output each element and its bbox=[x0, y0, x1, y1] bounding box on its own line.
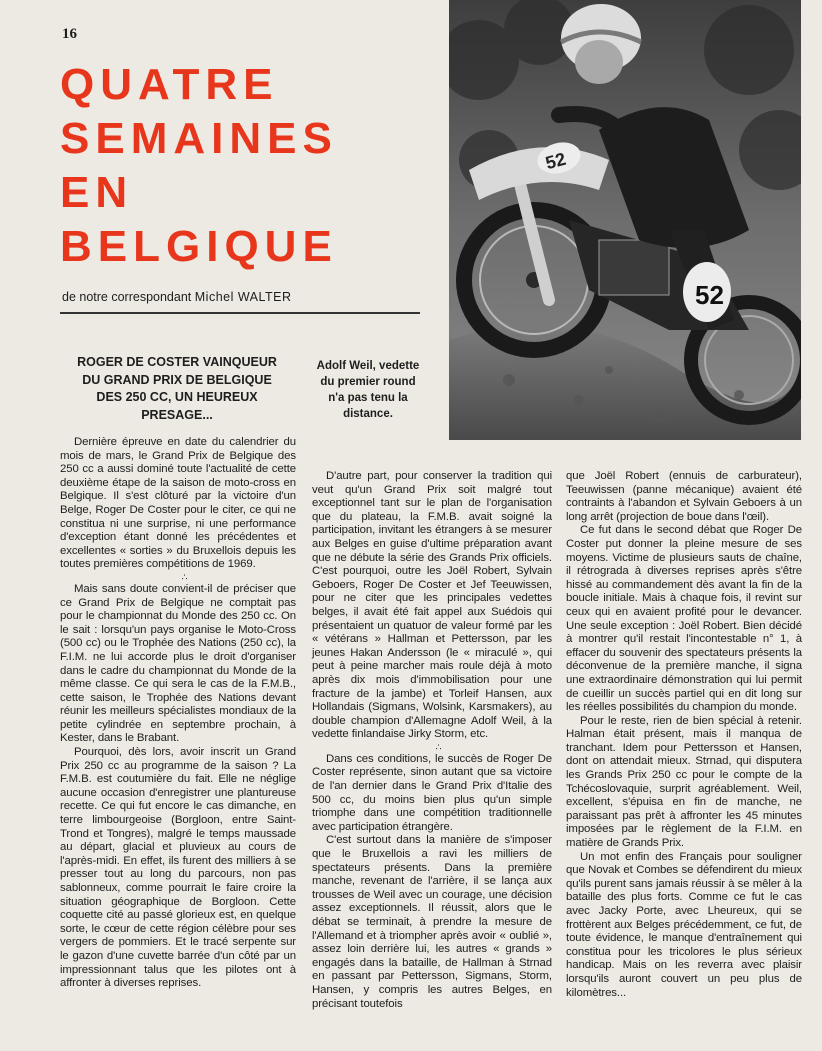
motocross-rider-illustration bbox=[449, 0, 801, 440]
paragraph: C'est surtout dans la manière de s'imposer que le Bruxellois a ravi les milliers de spectateurs présents. Dans la première manche, revenant de l'arrière, il se lança aux trousses de Weil avec un courage, une décision assez exceptionnels. Il réussit, alors que le débat se terminait, à prendre la mesure de l'Allemand et à triompher après avoir « oublié », assez loin derrière lui, les autres « grands » engagés dans la bataille, de Hallman à Strnad en passant par Pettersson, Sigmans, Storm, Hansen, y compris les autres Belges, en précisant toutefois bbox=[312, 834, 552, 1010]
paragraph: Pour le reste, rien de bien spécial à retenir. Halman était présent, mais il manqua de tranchant. Idem pour Pettersson et Hansen, dont on attendait mieux. Strnad, qui disputera les Grands Prix 250 cc pour le compte de la Tchécoslovaquie, surprit agréablement. Weil, excellent, s'épuisa en fin de manche, ne paraissant pas prêt à affronter les 45 minutes imposées par le règlement de la F.I.M. en matière de Grands Prix. bbox=[566, 714, 802, 850]
photo-caption: Adolf Weil, vedette du premier round n'a pas tenu la distance. bbox=[316, 360, 420, 420]
paragraph: Ce fut dans le second débat que Roger De Coster put donner la pleine mesure de ses moyens. Victime de plusieurs sauts de chaîne, il rétrograda à diverses reprises après s'être hissé au commandement dès avant la fin de la boucle initiale. Mais à chaque fois, il revint sur ceux qui en avaient profité pour le devancer. Une seule exception : Joël Robert. Bien décidé à montrer qu'il restait l'incontestable n° 1, à effacer du souvenir des spectateurs présents la déconvenue de la première manche, il signa une extraordinaire démonstration qui lui permit de cueillir un succès partiel qui en dit long sur les réelles possibilités du champion du monde. bbox=[566, 524, 802, 714]
paragraph: Dans ces conditions, le succès de Roger De Coster représente, sinon autant que sa victoire de l'an dernier dans le Grand Prix d'Italie des 500 cc, du moins bien plus qu'un simple triomphe dans une compétition traditionnelle avec participation étrangère. bbox=[312, 752, 552, 833]
byline-author: Michel WALTER bbox=[194, 290, 292, 304]
page-number: 16 bbox=[62, 26, 77, 42]
paragraph: Pourquoi, dès lors, avoir inscrit un Grand Prix 250 cc au programme de la saison ? La F.M.B. est coutumière du fait. Elle ne néglige aucune occasion d'enregistrer une plantureuse recette. Ce qui fut encore le cas dimanche, en terre limbourgeoise (Borgloon, entre Saint-Trond et Tongres), malgré le temps maussade au départ, glacial et pluvieux au cours de l'après-midi. En effet, ils furent des milliers à se presser tout au long du parcours, non pas sablonneux, comme pourrait le faire croire la situation géographique de Borgloon. Cette coquette cité au passé glorieux est, en quelque sorte, le cœur de cette région célèbre pour ses vergers de pommiers. Et le tracé serpente sur le gazon d'une cuvette barrée d'un côté par un impressionnant talus que les pilotes ont à affronter à diverses reprises. bbox=[60, 746, 296, 990]
title-line-2: SEMAINES bbox=[60, 114, 338, 163]
article-subhead: ROGER DE COSTER VAINQUEUR DU GRAND PRIX DE BELGIQUE DES 250 CC, UN HEUREUX PRESAGE... bbox=[77, 355, 277, 422]
section-separator: ∴ bbox=[435, 741, 443, 752]
text-column-1 bbox=[60, 436, 296, 991]
photo-bib-front: 52 bbox=[543, 148, 568, 174]
paragraph: que Joël Robert (ennuis de carburateur), Teeuwissen (panne mécanique) avaient été contraints à l'abandon et Sylvain Geboers à un long arrêt (projection de boue dans l'œil). bbox=[566, 470, 802, 523]
title-line-4: BELGIQUE bbox=[60, 222, 338, 271]
paragraph: D'autre part, pour conserver la tradition qui veut qu'un Grand Prix soit malgré tout exceptionnel tant sur le plan de l'organisation que du plateau, la F.M.B. avait soigné la participation, invitant les étrangers à se mesurer aux Belges en guise d'ultime préparation avant que ne débute la série des Grands Prix officiels. C'est pourquoi, outre les Joël Robert, Sylvain Geboers, Roger De Coster et Jef Teeuwissen, pour ne citer que les principales vedettes belges, il avait été fait appel aux Suédois qui présentaient un quatuor de valeur formé par les « vétérans » Hallman et Pettersson, par les jeunes Hakan Andersson (le « miraculé », qui peut à peine marcher mais roule déjà à moto après dix mois d'immobilisation pour une fracture de la jambe) et Torleif Hansen, aux Hollandais (Sigmans, Wolsink, Karsmakers), au double champion d'Allemagne Adolf Weil, à la vedette finlandaise Jirky Storm, etc. bbox=[312, 470, 552, 741]
motocross-photo bbox=[449, 0, 801, 440]
paragraph: Un mot enfin des Français pour souligner que Novak et Combes se défendirent du mieux qu'ils purent sans jamais réussir à se mêler à la bataille des plus forts. Comme ce fut le cas avec Jacky Porte, avec Lheureux, qui se frottèrent aux Belges précédemment, ce fut, de toute évidence, le manque d'entraînement qui constitua pour les tricolores le plus sérieux handicap. Mais on les reverra avec plaisir lorsqu'ils auront couvert un peu plus de kilomètres... bbox=[566, 850, 802, 999]
paragraph: Mais sans doute convient-il de préciser que ce Grand Prix de Belgique ne comptait pas pour le championnat du Monde des 250 cc. On le sait : lorsqu'un pays organise le Moto-Cross (500 cc) ou le Trophée des Nations (250 cc), la F.I.M. ne lui accorde plus le droit d'organiser dans le cadre du championnat du Monde de la même classe. Ce qui sera le cas de la F.M.B., cette saison, le Trophée des Nations devant réunir les meilleurs spécialistes mondiaux de la petite cylindrée en septembre prochain, à Kester, dans le Brabant. bbox=[60, 582, 296, 745]
paragraph: Dernière épreuve en date du calendrier du mois de mars, le Grand Prix de Belgique des 250 cc a aussi dominé toute l'actualité de cette deuxième étape de la saison de moto-cross en Belgique. Il s'est clôturé par la victoire d'un Belge, Roger De Coster pour le citer, ce qui ne constitua ni une surprise, ni une performance d'exception étant donné les précédentes et excellentes « sorties » du Bruxellois depuis les toutes premières compétitions de 1969. bbox=[60, 436, 296, 571]
section-separator: ∴ bbox=[181, 571, 189, 582]
text-column-2 bbox=[312, 470, 552, 1011]
title-line-3: EN bbox=[60, 168, 134, 217]
byline bbox=[62, 290, 292, 304]
byline-prefix: de notre correspondant bbox=[62, 290, 192, 304]
text-column-3 bbox=[566, 470, 802, 1000]
title-line-1: QUATRE bbox=[60, 60, 279, 109]
article-title bbox=[60, 58, 338, 274]
photo-bib-side: 52 bbox=[695, 280, 724, 310]
title-rule bbox=[60, 312, 420, 314]
